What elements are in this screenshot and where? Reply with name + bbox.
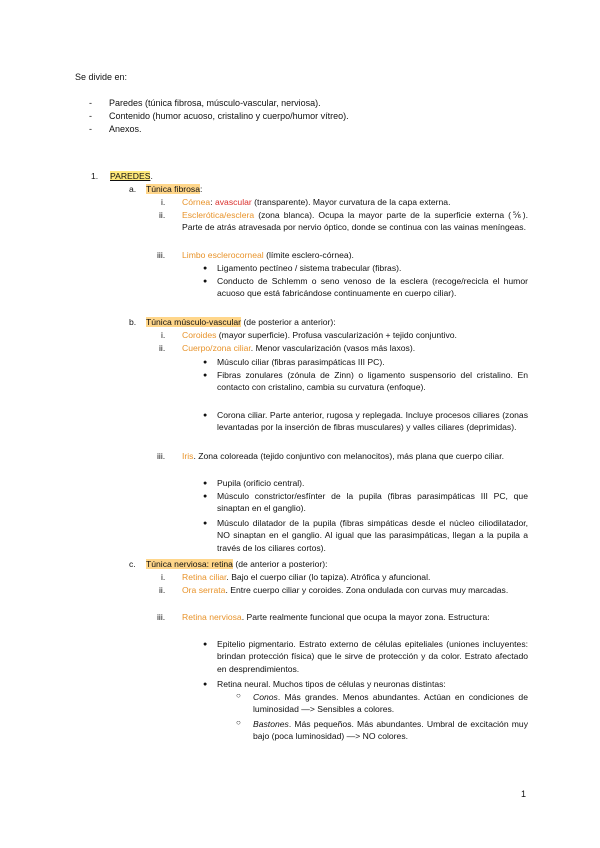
- item-label: c.: [129, 559, 136, 569]
- item-label: b.: [129, 317, 137, 327]
- term-limbo: Limbo esclerocorneal (límite esclero-córnea).: [182, 250, 354, 260]
- subsection-title: Túnica fibrosa:: [146, 184, 203, 194]
- term-retina-nerviosa: Retina nerviosa. Parte realmente funcional que ocupa la mayor zona. Estructura:: [182, 612, 490, 622]
- list-item: Músculo ciliar (fibras parasimpáticas III PC).: [217, 357, 385, 367]
- list-item: Bastones. Más pequeños. Más abundantes. Umbral de excitación muy bajo (poca luminosidad) —> NO colores.: [253, 719, 528, 742]
- item-label: i.: [161, 330, 166, 340]
- list-item: Músculo constrictor/esfínter de la pupila (fibras parasimpáticas III PC, que sinaptan en el ganglio).: [217, 491, 528, 514]
- term-esclera: Esclerótica/esclera (zona blanca). Ocupa la mayor parte de la superficie externa (⅚). Parte de atrás atravesada por nervio óptico, donde se continua con las vainas meníngeas.: [182, 210, 528, 233]
- bullet-icon: ●: [203, 278, 208, 285]
- term-coroides: Coroides (mayor superficie). Profusa vascularización + tejido conjuntivo.: [182, 330, 457, 340]
- page-number: 1: [520, 789, 526, 799]
- circle-bullet-icon: ○: [236, 718, 241, 727]
- bullet-icon: ●: [203, 493, 208, 500]
- item-label: iii.: [157, 451, 166, 461]
- section-number: 1.: [91, 171, 99, 181]
- term-retina-ciliar: Retina ciliar. Bajo el cuerpo ciliar (lo tapiza). Atrófica y afuncional.: [182, 572, 431, 582]
- subsection-title: Túnica nerviosa: retina (de anterior a posterior):: [146, 559, 328, 569]
- term-cornea: Córnea: avascular (transparente). Mayor curvatura de la capa externa.: [182, 197, 451, 207]
- item-label: ii.: [159, 585, 166, 595]
- item-label: a.: [129, 184, 137, 194]
- parts-list: [89, 97, 349, 136]
- bullet-icon: ●: [203, 480, 208, 487]
- item-label: ii.: [159, 343, 166, 353]
- bullet-icon: ●: [203, 520, 208, 527]
- list-item: Conducto de Schlemm o seno venoso de la esclera (recoge/recicla el humor acuoso que está fabricándose continuamente en cuerpo ciliar).: [217, 276, 528, 299]
- subsection-title: Túnica músculo-vascular (de posterior a anterior):: [146, 317, 336, 327]
- intro-text: Se divide en:: [75, 72, 128, 82]
- item-label: iii.: [157, 612, 166, 622]
- list-item: Retina neural. Muchos tipos de células y neuronas distintas:: [217, 679, 446, 689]
- term-cuerpo-ciliar: Cuerpo/zona ciliar. Menor vascularización (vasos más laxos).: [182, 343, 416, 353]
- list-item: Fibras zonulares (zónula de Zinn) o ligamento suspensorio del cristalino. En contacto con cristalino, cambia su curvatura (enfoque).: [217, 370, 528, 393]
- term-ora-serrata: Ora serrata. Entre cuerpo ciliar y coroides. Zona ondulada con curvas muy marcadas.: [182, 585, 509, 595]
- list-item: Ligamento pectíneo / sistema trabecular (fibras).: [217, 263, 402, 273]
- term-iris: Iris. Zona coloreada (tejido conjuntivo con melanocitos), más plana que cuerpo ciliar.: [182, 451, 504, 461]
- list-item: - Anexos.: [89, 123, 349, 136]
- bullet-icon: ●: [203, 359, 208, 366]
- item-label: i.: [161, 197, 166, 207]
- bullet-icon: ●: [203, 412, 208, 419]
- list-item: - Paredes (túnica fibrosa, músculo-vascular, nerviosa).: [89, 97, 349, 110]
- section-title: PAREDES.: [110, 171, 153, 181]
- list-item: Conos. Más grandes. Menos abundantes. Actúan en condiciones de luminosidad —> Sensibles a colores.: [253, 692, 528, 715]
- item-label: ii.: [159, 210, 166, 220]
- bullet-icon: ●: [203, 372, 208, 379]
- bullet-icon: ●: [203, 641, 208, 648]
- list-item: Músculo dilatador de la pupila (fibras simpáticas desde el núcleo ciliodilatador, NO sinaptan en el ganglio. Al igual que las parasimpáticas, llegan a la pupila a través de los ciliares cortos).: [217, 518, 528, 553]
- item-label: i.: [161, 572, 166, 582]
- list-item: Epitelio pigmentario. Estrato externo de células epiteliales (uniones incluyentes: brindan protección física) que le sirve de protección y da color. Estrato afectado en desprendimientos.: [217, 639, 528, 674]
- bullet-icon: ●: [203, 681, 208, 688]
- list-item: Corona ciliar. Parte anterior, rugosa y replegada. Incluye procesos ciliares (zonas levantadas por la inserción de fibras musculares) y valles ciliares (deprimidas).: [217, 410, 528, 433]
- list-item: - Contenido (humor acuoso, cristalino y cuerpo/humor vítreo).: [89, 110, 349, 123]
- circle-bullet-icon: ○: [236, 691, 241, 700]
- list-item: Pupila (orificio central).: [217, 478, 305, 488]
- bullet-icon: ●: [203, 265, 208, 272]
- item-label: iii.: [157, 250, 166, 260]
